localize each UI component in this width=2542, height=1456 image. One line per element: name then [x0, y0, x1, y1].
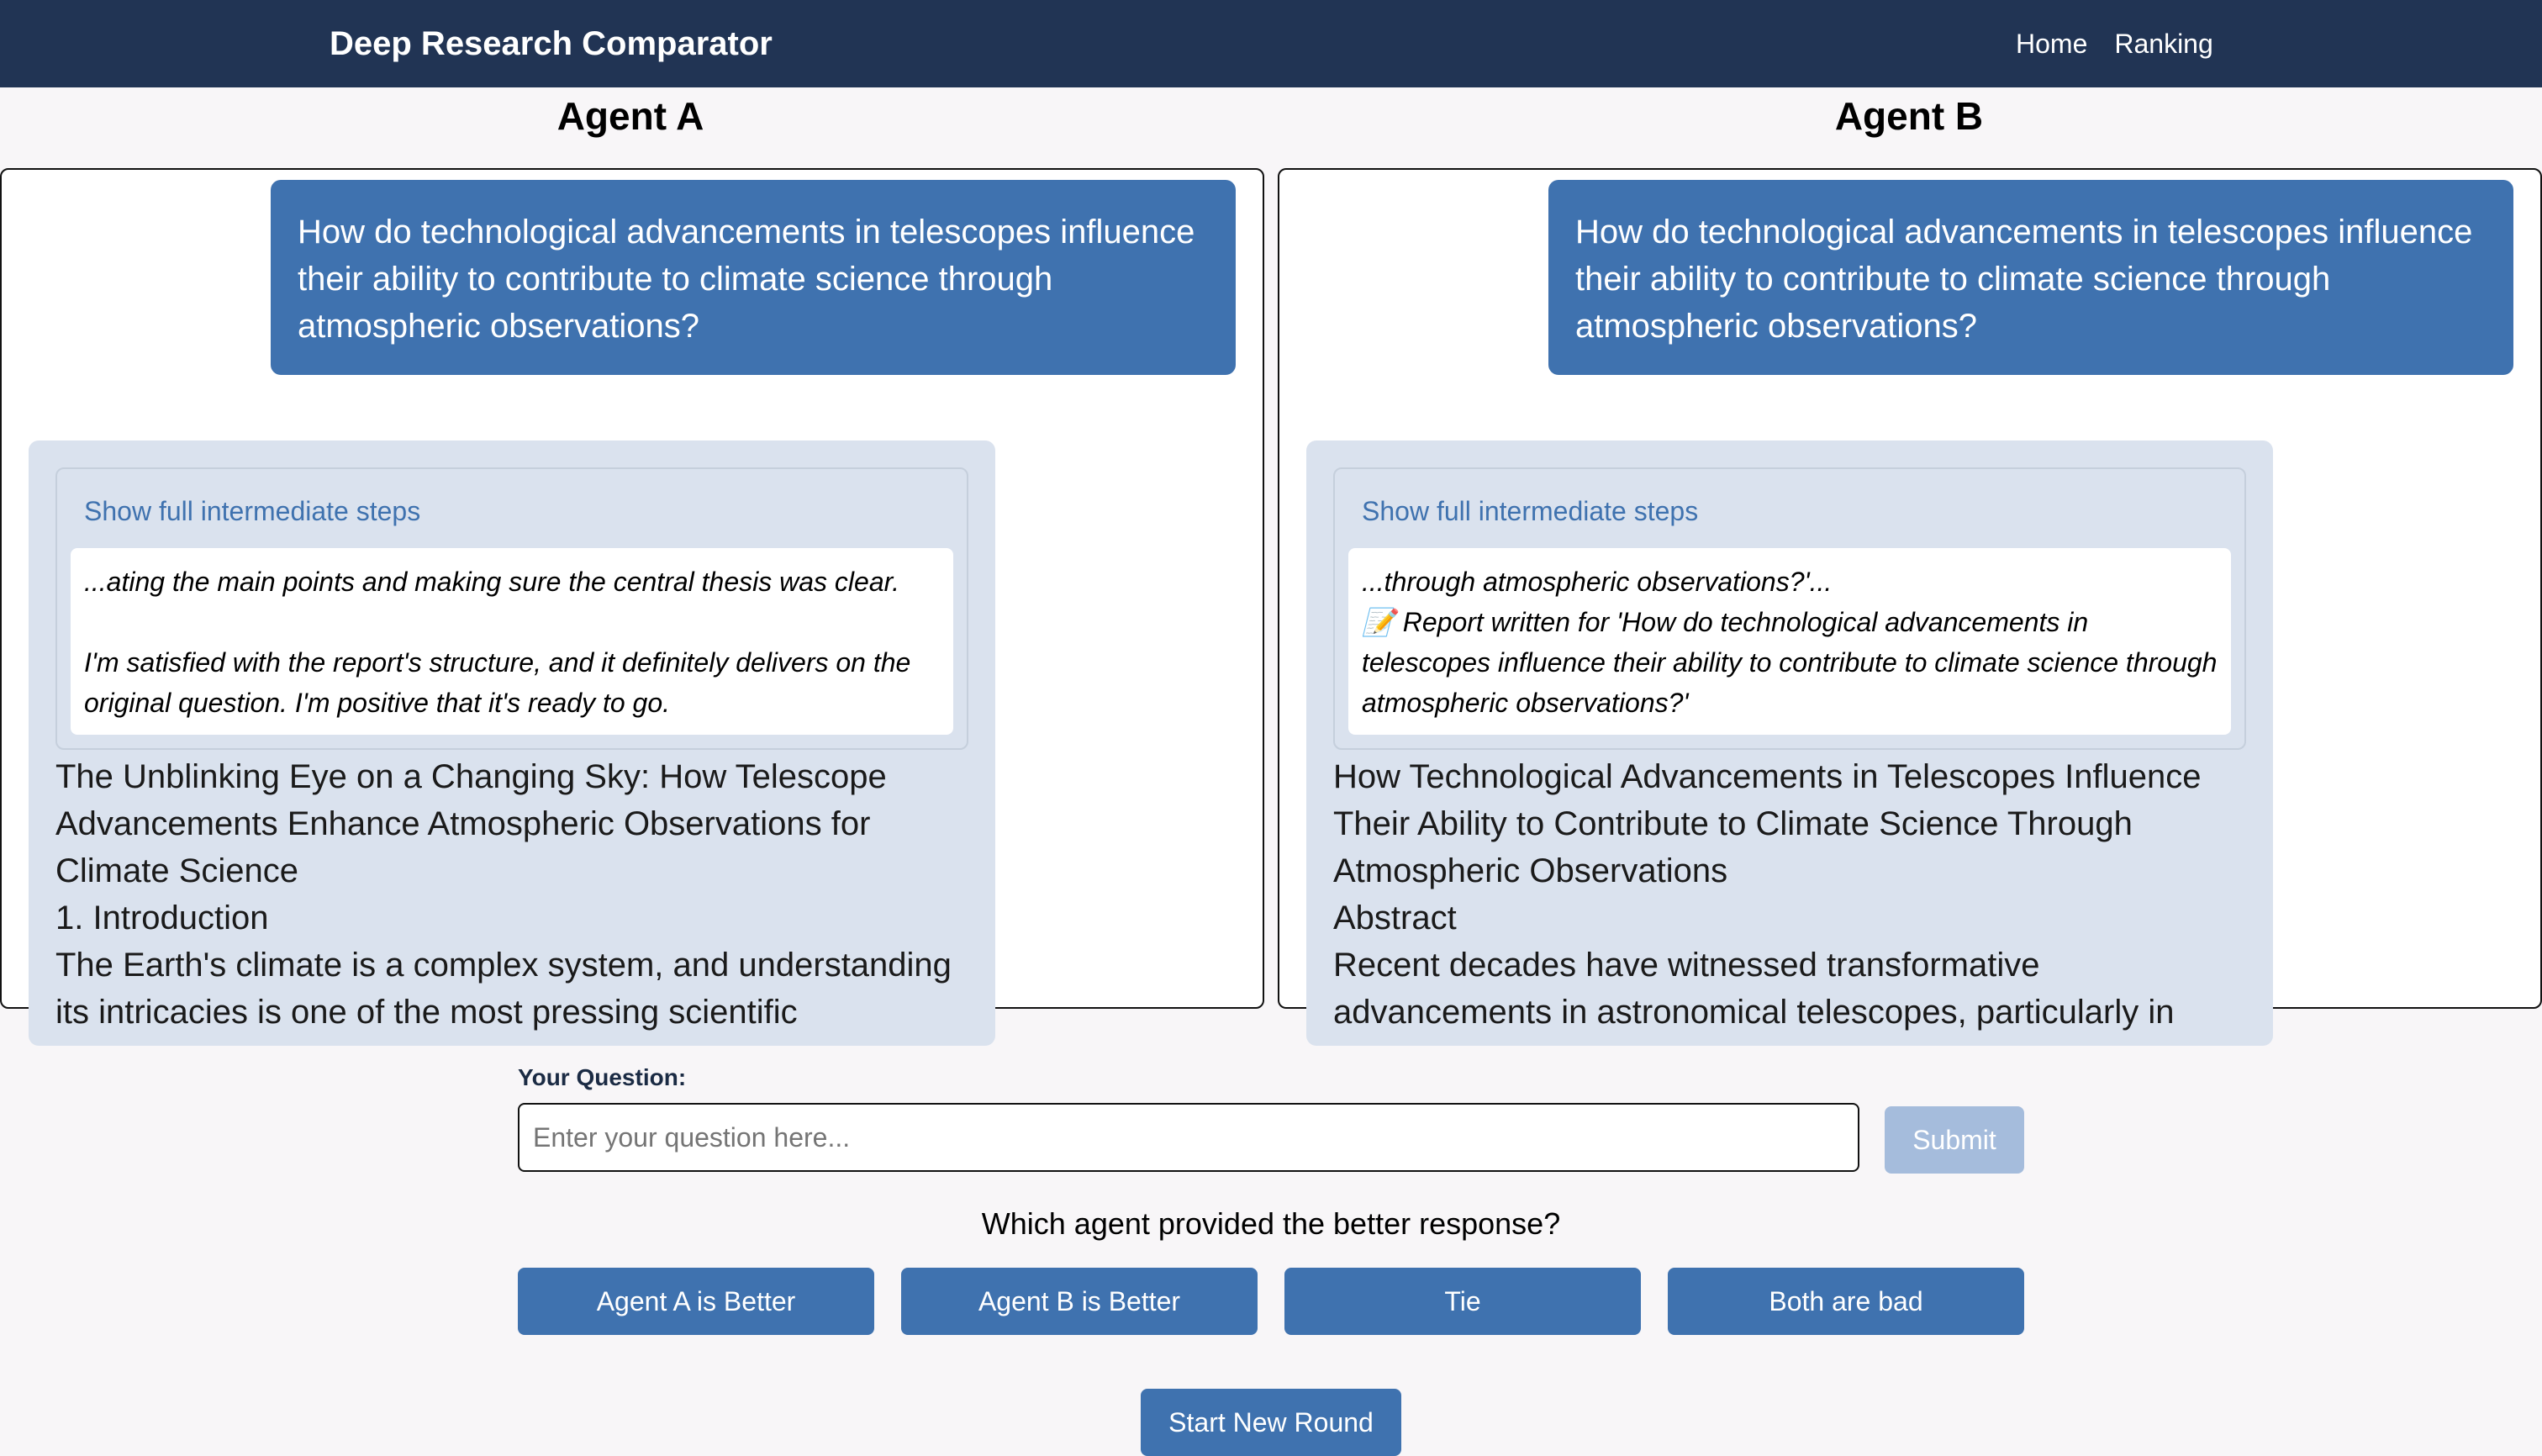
- vote-buttons: [518, 1268, 2024, 1335]
- nav-link-home[interactable]: Home: [2016, 28, 2088, 59]
- nav-links: [2016, 0, 2213, 87]
- intermediate-steps-box: [55, 467, 968, 750]
- brand-title[interactable]: Deep Research Comparator: [330, 24, 773, 62]
- steps-spacer: [84, 602, 940, 642]
- report-paragraph: The Earth's climate is a complex system, and understanding its intricacies is one of the most pressing scientific: [55, 947, 952, 1031]
- show-steps-toggle[interactable]: Show full intermediate steps: [1362, 496, 1699, 526]
- steps-line: ...through atmospheric observations?'...: [1362, 567, 1833, 597]
- question-input[interactable]: [518, 1103, 1859, 1172]
- report-title: How Technological Advancements in Telescopes Influence Their Ability to Contribute to Climate Science Through Atmospheric Observations: [1333, 758, 2202, 889]
- user-question-bubble: How do technological advancements in telescopes influence their ability to contribute to climate science through atmospheric observations?: [1548, 180, 2513, 375]
- show-steps-toggle[interactable]: Show full intermediate steps: [84, 496, 421, 526]
- agent-b-better-button[interactable]: Agent B is Better: [901, 1268, 1258, 1335]
- tie-button[interactable]: Tie: [1284, 1268, 1641, 1335]
- report-heading: 1. Introduction: [55, 899, 269, 936]
- start-new-round-button[interactable]: Start New Round: [1141, 1389, 1401, 1456]
- agent-a-panel[interactable]: [0, 168, 1264, 1031]
- report-content: [55, 753, 968, 1036]
- intermediate-steps-content: [71, 548, 953, 735]
- agent-b-title: Agent B: [1834, 94, 1984, 138]
- report-paragraph: Recent decades have witnessed transformative advancements in astronomical telescopes, particularly in: [1333, 947, 2175, 1031]
- report-heading: Abstract: [1333, 899, 1457, 936]
- nav-link-ranking[interactable]: Ranking: [2114, 28, 2213, 59]
- both-bad-button[interactable]: Both are bad: [1668, 1268, 2024, 1335]
- steps-line: ...ating the main points and making sure the central thesis was clear.: [84, 567, 899, 597]
- agent-a-better-button[interactable]: Agent A is Better: [518, 1268, 874, 1335]
- report-title: The Unblinking Eye on a Changing Sky: How Telescope Advancements Enhance Atmospheric Observations for Climate Science: [55, 758, 887, 889]
- submit-button[interactable]: Submit: [1885, 1106, 2024, 1174]
- agent-response-bubble: [29, 440, 995, 1046]
- agent-response-bubble: [1306, 440, 2273, 1046]
- steps-line: 📝 Report written for 'How do technological advancements in telescopes influence their ability to contribute to climate science through atmospheric observations?': [1362, 607, 2218, 718]
- agent-b-panel[interactable]: [1278, 168, 2542, 1031]
- user-question-bubble: How do technological advancements in telescopes influence their ability to contribute to climate science through atmospheric observations?: [271, 180, 1236, 375]
- intermediate-steps-content: [1348, 548, 2231, 735]
- question-label: Your Question:: [518, 1064, 687, 1090]
- agent-a-title: Agent A: [556, 94, 704, 138]
- vote-prompt: Which agent provided the better response?: [981, 1206, 1561, 1241]
- intermediate-steps-box: [1333, 467, 2246, 750]
- navbar: [0, 0, 2542, 87]
- steps-line: I'm satisfied with the report's structure, and it definitely delivers on the original question. I'm positive that it's ready to go.: [84, 647, 911, 718]
- report-content: [1333, 753, 2246, 1036]
